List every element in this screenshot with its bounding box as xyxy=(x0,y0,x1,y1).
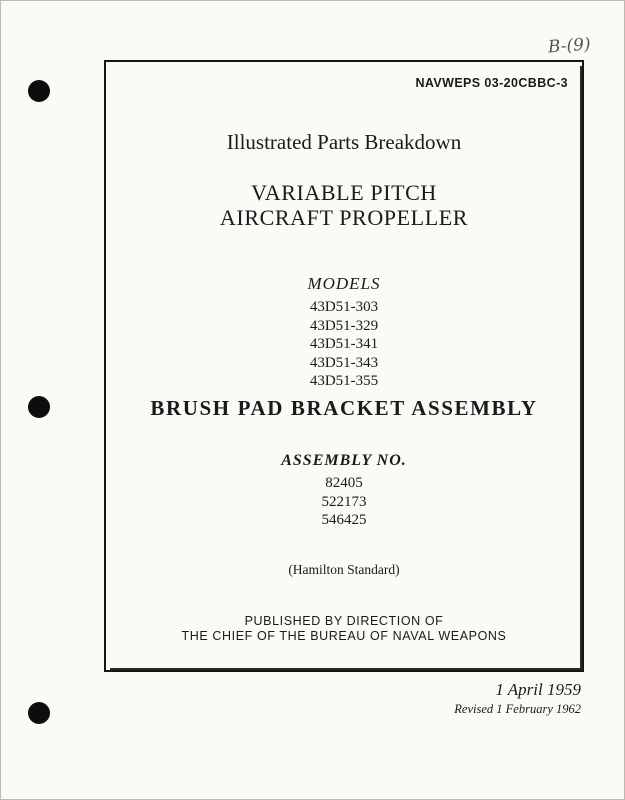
title-line: VARIABLE PITCH xyxy=(251,180,437,205)
models-label: MODELS xyxy=(307,274,381,293)
document-title xyxy=(106,180,582,230)
binder-hole-top xyxy=(28,80,50,102)
publisher-statement xyxy=(106,614,582,644)
model-number: 43D51-303 xyxy=(309,299,379,315)
binder-hole-bottom xyxy=(28,702,50,724)
assembly-title: BRUSH PAD BRACKET ASSEMBLY xyxy=(150,396,538,420)
assembly-number: 546425 xyxy=(321,512,367,528)
model-number: 43D51-341 xyxy=(309,336,379,352)
title-line: AIRCRAFT PROPELLER xyxy=(219,205,469,230)
publisher-line: PUBLISHED BY DIRECTION OF xyxy=(244,614,444,628)
revision-date: Revised 1 February 1962 xyxy=(454,702,581,716)
binder-hole-middle xyxy=(28,396,50,418)
assembly-number: 82405 xyxy=(325,475,363,491)
model-number: 43D51-343 xyxy=(309,354,379,371)
assembly-number-label: ASSEMBLY NO. xyxy=(281,452,407,469)
model-number: 43D51-329 xyxy=(309,317,379,334)
assembly-numbers-list xyxy=(106,474,582,530)
manufacturer: (Hamilton Standard) xyxy=(288,562,400,577)
assembly-number: 522173 xyxy=(321,493,367,510)
document-heading: Illustrated Parts Breakdown xyxy=(226,130,462,154)
issue-date: 1 April 1959 xyxy=(495,680,581,699)
cover-frame xyxy=(104,60,584,672)
handwritten-mark: B-(9) xyxy=(547,34,592,58)
document-code: NAVWEPS 03-20CBBC-3 xyxy=(415,76,568,90)
model-number: 43D51-355 xyxy=(309,373,379,389)
publisher-line: THE CHIEF OF THE BUREAU OF NAVAL WEAPONS xyxy=(181,629,507,643)
models-list xyxy=(106,298,582,391)
